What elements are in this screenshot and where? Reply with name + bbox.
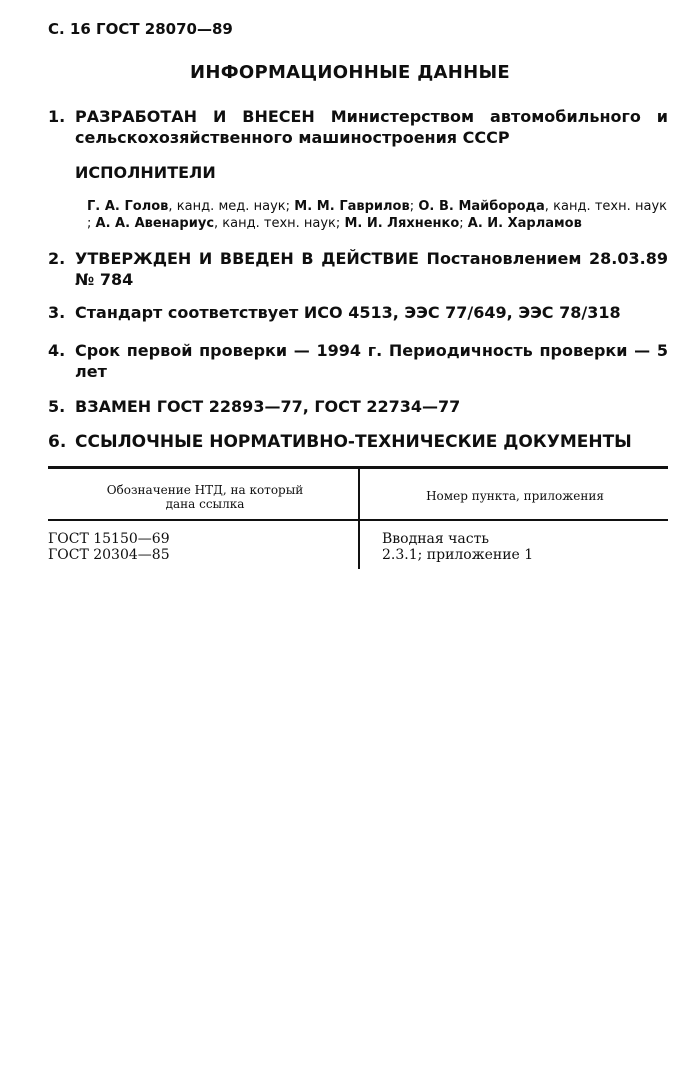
- performers-heading: ИСПОЛНИТЕЛИ: [75, 163, 216, 182]
- item-replaces: [48, 396, 668, 417]
- item-number: 4.: [48, 341, 66, 360]
- item-text: УТВЕРЖДЕН И ВВЕДЕН В ДЕЙСТВИЕ Постановлением 28.03.89 № 784: [75, 249, 668, 289]
- item-text: Срок первой проверки — 1994 г. Периодичность проверки — 5 лет: [75, 341, 668, 381]
- item-number: 2.: [48, 249, 66, 268]
- item-approved: [48, 248, 668, 290]
- performer-title: канд. техн. наук: [553, 199, 668, 214]
- item-text: ВЗАМЕН ГОСТ 22893—77, ГОСТ 22734—77: [75, 397, 461, 416]
- table-header-divider: [358, 469, 360, 519]
- performer-name: М. М. Гаврилов: [294, 199, 410, 214]
- performer-name: Г. А. Голов: [87, 199, 169, 214]
- table-header-ntd: Обозначение НТД, на который дана ссылка: [106, 483, 304, 511]
- performers-list: Г. А. Голов, канд. мед. наук; М. М. Гаврилов; О. В. Майборода, канд. техн. наук ; А. А. Авенариус, канд. техн. наук; М. И. Ляхненко; А. И. Харламов: [87, 199, 668, 231]
- performer-title: канд. мед. наук: [176, 199, 286, 214]
- item-number: 3.: [48, 303, 66, 322]
- item-reference-docs: [48, 432, 668, 453]
- page-title: ИНФОРМАЦИОННЫЕ ДАННЫЕ: [189, 62, 511, 83]
- item-number: 1.: [48, 107, 66, 126]
- item-developed: [48, 106, 668, 148]
- item-review-period: [48, 340, 668, 382]
- table-cell-ntd: ГОСТ 15150—69: [48, 531, 170, 547]
- performer-name: О. В. Майборода: [418, 199, 545, 214]
- item-text: РАЗРАБОТАН И ВНЕСЕН Министерством автомобильного и сельскохозяйственного машиностроения СССР: [75, 107, 668, 147]
- item-text: Стандарт соответствует ИСО 4513, ЭЭС 77/649, ЭЭС 78/318: [75, 303, 621, 322]
- table-cell-clause: 2.3.1; приложение 1: [382, 547, 534, 563]
- performer-name: А. И. Харламов: [467, 216, 582, 231]
- table-body-divider: [358, 521, 360, 569]
- item-number: 5.: [48, 397, 66, 416]
- performer-name: А. А. Авенариус: [95, 216, 215, 231]
- item-number: 6.: [48, 432, 67, 452]
- page-header: С. 16 ГОСТ 28070—89: [48, 20, 233, 38]
- table-cell-clause: Вводная часть: [382, 531, 489, 547]
- item-text: ССЫЛОЧНЫЕ НОРМАТИВНО-ТЕХНИЧЕСКИЕ ДОКУМЕНТЫ: [75, 432, 632, 452]
- performer-name: М. И. Ляхненко: [344, 216, 460, 231]
- item-conformity: [48, 302, 668, 323]
- table-header-clause: Номер пункта, приложения: [426, 489, 604, 503]
- table-cell-ntd: ГОСТ 20304—85: [48, 547, 170, 563]
- performer-title: канд. техн. наук: [222, 216, 336, 231]
